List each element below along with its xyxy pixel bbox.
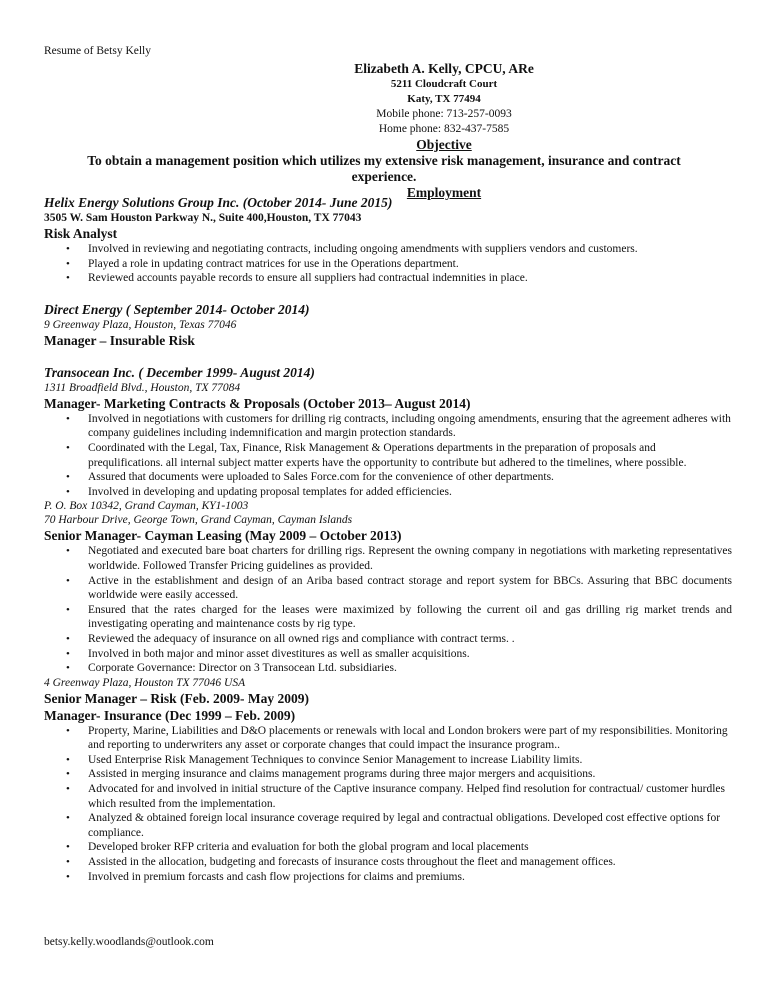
company-address: 4 Greenway Plaza, Houston TX 77046 USA [44,676,246,689]
list-item: • Developed broker RFP criteria and evaluation for both the global program and local placements [88,840,732,855]
list-item: • Coordinated with the Legal, Tax, Finance, Risk Management & Operations departments in the preparation of proposals and prequlifications. all internal subject matter experts have the opportunity to contribute but adhered to the timelines, where possible. [88,441,732,470]
document-label: Resume of Betsy Kelly [44,45,151,57]
list-item: • Used Enterprise Risk Management Techniques to convince Senior Management to increase Liability limits. [88,753,732,768]
company-address: 9 Greenway Plaza, Houston, Texas 77046 [44,318,237,331]
company-transocean: Transocean Inc. ( December 1999- August 2014) [44,364,315,380]
list-item: • Ensured that the rates charged for the leases were maximized by following the current oil and gas drilling rig market trends and investigating operating and maintenance costs by rig type. [88,603,732,632]
list-item: • Active in the establishment and design of an Ariba based contract storage and report system for BBCs. Assuring that BBC documents worldwide were easily accessed. [88,574,732,603]
bullet-list [44,412,732,500]
resume-header [0,60,768,201]
list-item: • Assisted in the allocation, budgeting and forecasts of insurance costs throughout the fleet and management offices. [88,855,732,870]
job-title: Senior Manager- Cayman Leasing (May 2009 – October 2013) [44,528,402,544]
objective-text: To obtain a management position which utilizes my extensive risk management, insurance and contract experience. [87,153,681,184]
company-direct-energy: Direct Energy ( September 2014- October 2014) [44,301,310,317]
bullet-list [44,242,732,286]
bullet-list [44,544,732,675]
list-item: • Negotiated and executed bare boat charters for drilling rigs. Represent the owning company in negotiations with marketing representatives worldwide. Followed Transfer Pricing guidelines as provided. [88,544,732,573]
list-item: • Involved in negotiations with customers for drilling rig contracts, including ongoing amendments, ensuring that the agreement adheres with company guidelines including indemnification and margin protection standards. [88,412,732,441]
list-item: • Corporate Governance: Director on 3 Transocean Ltd. subsidiaries. [88,661,732,676]
list-item: • Assisted in merging insurance and claims management programs during three major mergers and acquisitions. [88,767,732,782]
list-item: • Played a role in updating contract matrices for use in the Operations department. [88,257,732,272]
job-title: Manager – Insurable Risk [44,332,195,348]
city-state-zip: Katy, TX 77494 [407,93,481,105]
home-phone: Home phone: 832-437-7585 [378,123,510,135]
list-item: • Assured that documents were uploaded to Sales Force.com for the convenience of other departments. [88,470,732,485]
company-address: 1311 Broadfield Blvd., Houston, TX 77084 [44,381,241,394]
list-item: • Involved in premium forcasts and cash flow projections for claims and premiums. [88,870,732,885]
list-item: • Involved in both major and minor asset divestitures as well as smaller acquisitions. [88,647,732,662]
company-address: P. O. Box 10342, Grand Cayman, KY1-1003 [44,500,249,513]
list-item: • Reviewed the adequacy of insurance on all owned rigs and compliance with contract terms. . [88,632,732,647]
list-item: • Property, Marine, Liabilities and D&O placements or renewals with local and London brokers were part of my responsibilities. Monitoring and reporting to underwriters any asset or corporate changes that could impact the insurance program.. [88,724,732,753]
company-helix: Helix Energy Solutions Group Inc. (October 2014- June 2015) [44,195,393,210]
job-title: Manager- Insurance (Dec 1999 – Feb. 2009) [44,707,296,723]
street-address: 5211 Cloudcraft Court [390,78,498,90]
job-title: Risk Analyst [44,226,118,241]
company-address: 3505 W. Sam Houston Parkway N., Suite 400,Houston, TX 77043 [44,212,362,224]
list-item: • Reviewed accounts payable records to ensure all suppliers had contractual indemnities in place. [88,271,732,286]
company-address: 70 Harbour Drive, George Town, Grand Cayman, Cayman Islands [44,514,353,527]
list-item: • Analyzed & obtained foreign local insurance coverage required by legal and contractual obligations. Developed cost effective options for compliance. [88,811,732,840]
employment-section [44,194,732,884]
bullet-list [44,724,732,885]
objective-heading: Objective [416,137,472,152]
footer-email[interactable]: betsy.kelly.woodlands@outlook.com [44,936,214,948]
mobile-phone: Mobile phone: 713-257-0093 [376,108,512,120]
employment-heading: Employment [406,185,482,200]
job-title: Senior Manager – Risk (Feb. 2009- May 2009) [44,690,309,706]
job-title: Manager- Marketing Contracts & Proposals (October 2013– August 2014) [44,395,471,411]
candidate-name: Elizabeth A. Kelly, CPCU, ARe [354,61,534,76]
list-item: • Involved in developing and updating proposal templates for added efficiencies. [88,485,732,500]
list-item: • Advocated for and involved in initial structure of the Captive insurance company. Helped find resolution for contractual/ customer hurdles which resulted from the implementation. [88,782,732,811]
list-item: • Involved in reviewing and negotiating contracts, including ongoing amendments with suppliers vendors and customers. [88,242,732,257]
